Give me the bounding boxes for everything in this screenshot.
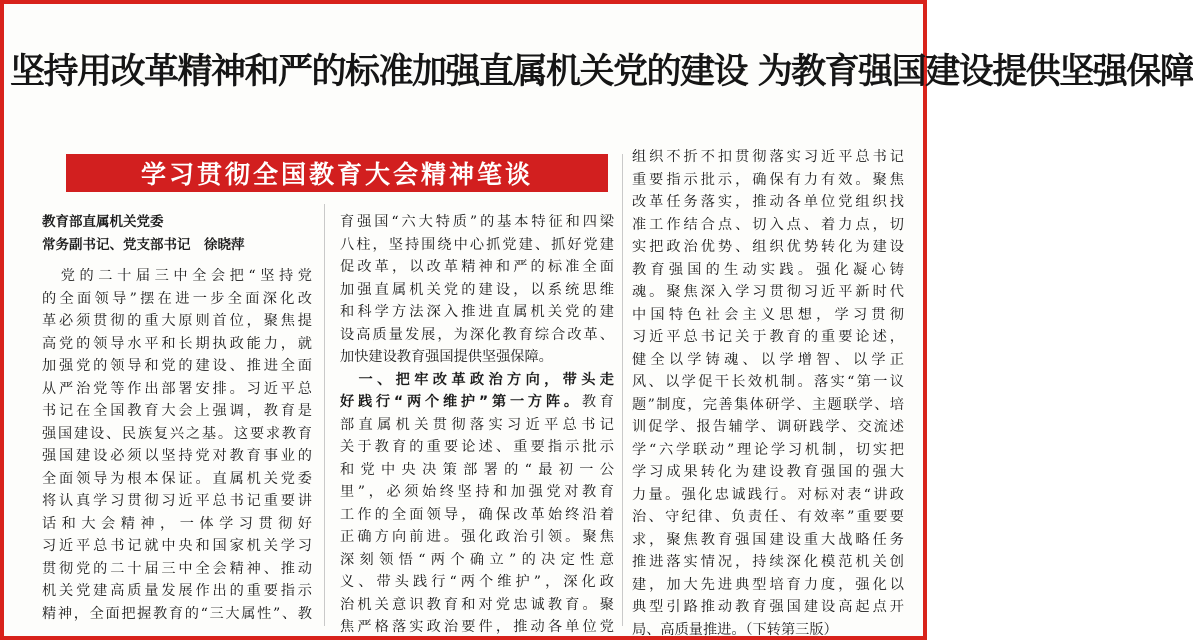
body-line: 典型引路推动教育强国建设高起点开 [632,596,904,619]
body-line: 推进落实情况，持续深化模范机关创 [632,551,904,574]
column-divider [622,154,623,626]
section-heading-1-cont [340,391,614,414]
body-line: 正确方向前进。强化政治引领。聚焦 [340,526,614,549]
body-line: 风、以学促干长效机制。落实“第一议 [632,371,904,394]
body-line: 育强国“六大特质”的基本特征和四梁 [340,211,614,234]
body-line: 重要指示批示，确保有力有效。聚焦 [632,169,904,192]
section-heading-1: 一、把牢改革政治方向，带头走 [340,369,614,392]
body-line: 设高质量发展，为深化教育综合改革、 [340,324,614,347]
body-line: 加快建设教育强国提供坚强保障。 [340,346,614,369]
column-divider [324,204,325,626]
body-line: 习近平总书记就中央和国家机关学习 [42,535,312,558]
body-line: 中国特色社会主义思想，学习贯彻 [632,304,904,327]
body-line: 学“六学联动”理论学习机制，切实把 [632,439,904,462]
body-line: 建，加大先进典型培育力度，强化以 [632,574,904,597]
body-line: 学习成果转化为建设教育强国的强大 [632,461,904,484]
article-column-2 [340,211,614,639]
body-line: 革必须贯彻的重大原则首位，聚焦提 [42,310,312,333]
column-banner: 学习贯彻全国教育大会精神笔谈 [66,154,608,192]
continued-note-line: 局、高质量推进。（下转第三版） [632,619,904,641]
body-line: 强国建设、民族复兴之基。这要求教育 [42,423,312,446]
body-text: 教育 [582,394,614,410]
body-line: 八柱，坚持围绕中心抓党建、抓好党建 [340,234,614,257]
body-line: 力量。强化忠诚践行。对标对表“讲政 [632,484,904,507]
body-line: 里”，必须始终坚持和加强党对教育 [340,481,614,504]
body-line: 义、带头践行“两个维护”，深化政 [340,571,614,594]
body-line: 全面领导为根本保证。直属机关党委 [42,468,312,491]
body-line: 和党中央决策部署的“最初一公 [340,459,614,482]
body-line: 焦严格落实政治要件，推动各单位党 [340,616,614,639]
body-line: 从严治党等作出部署安排。习近平总 [42,378,312,401]
body-line: 和科学方法深入推进直属机关党的建 [340,301,614,324]
body-line: 的全面领导”摆在进一步全面深化改 [42,288,312,311]
body-line: 准工作结合点、切入点、着力点，切 [632,214,904,237]
body-line: 精神，全面把握教育的“三大属性”、教 [42,603,312,626]
body-line: 话和大会精神，一体学习贯彻好 [42,513,312,536]
body-line: 党的二十届三中全会把“坚持党 [42,265,312,288]
body-line: 贯彻党的二十届三中全会精神、推动 [42,558,312,581]
body-line: 工作的全面领导，确保改革始终沿着 [340,504,614,527]
author-title-name: 常务副书记、党支部书记 徐晓萍 [42,234,312,257]
body-line: 求，聚焦教育强国建设重大战略任务 [632,529,904,552]
body-line: 强国建设必须以坚持党对教育事业的 [42,445,312,468]
section-heading-1-b: 好践行“两个维护”第一方阵。 [340,394,582,410]
body-line: 组织不折不扣贯彻落实习近平总书记 [632,146,904,169]
body-line: 训促学、报告辅学、调研践学、交流述 [632,416,904,439]
body-line: 改革任务落实，推动各单位党组织找 [632,191,904,214]
body-line: 深刻领悟“两个确立”的决定性意 [340,549,614,572]
body-line: 将认真学习贯彻习近平总书记重要讲 [42,490,312,513]
body-line: 治机关意识教育和对党忠诚教育。聚 [340,594,614,617]
author-org: 教育部直属机关党委 [42,211,312,234]
headline: 坚持用改革精神和严的标准加强直属机关党的建设 为教育强国建设提供坚强保障 [10,44,917,94]
body-line: 书记在全国教育大会上强调，教育是 [42,400,312,423]
body-line: 魂。聚焦深入学习贯彻习近平新时代 [632,281,904,304]
body-line: 治、守纪律、负责任、有效率”重要要 [632,506,904,529]
body-line: 促改革，以改革精神和严的标准全面 [340,256,614,279]
body-line: 题”制度，完善集体研学、主题联学、培 [632,394,904,417]
body-line: 习近平总书记关于教育的重要论述， [632,326,904,349]
article-column-3 [632,146,904,641]
article-column-1 [42,211,312,625]
body-line: 加强直属机关党的建设，以系统思维 [340,279,614,302]
body-line: 关于教育的重要论述、重要指示批示 [340,436,614,459]
body-line: 机关党建高质量发展作出的重要指示 [42,580,312,603]
body-line: 教育强国的生动实践。强化凝心铸 [632,259,904,282]
body-line: 部直属机关贯彻落实习近平总书记 [340,414,614,437]
body-line: 健全以学铸魂、以学增智、以学正 [632,349,904,372]
body-line: 实把政治优势、组织优势转化为建设 [632,236,904,259]
body-line: 加强党的领导和党的建设、推进全面 [42,355,312,378]
body-line: 高党的领导水平和长期执政能力，就 [42,333,312,356]
